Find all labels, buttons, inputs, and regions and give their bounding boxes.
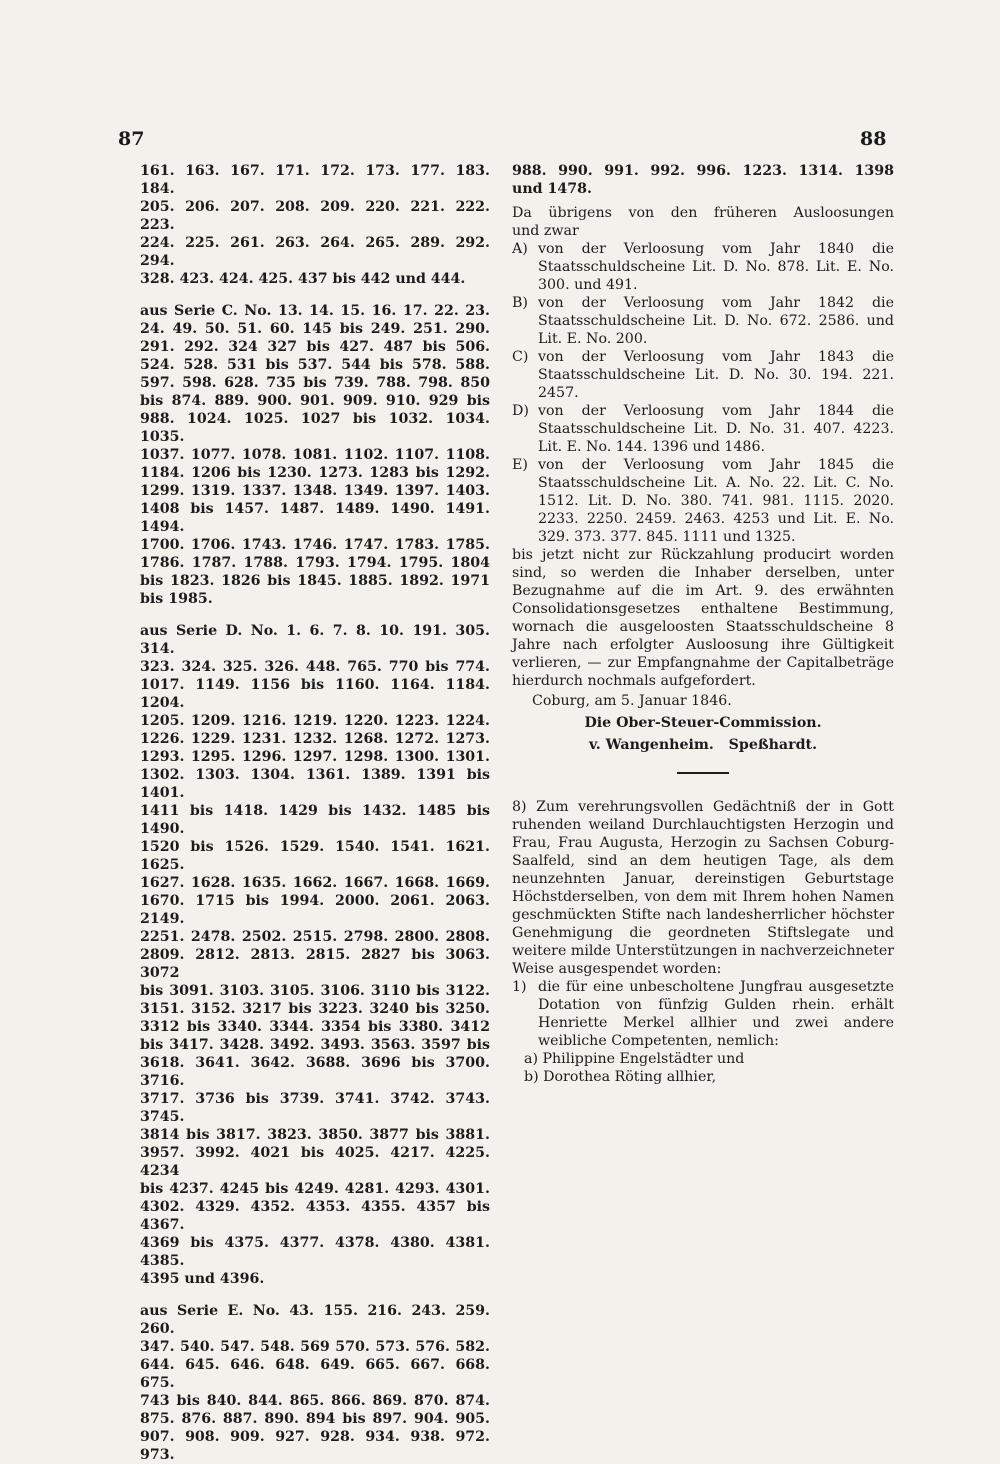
number-line: bis 874. 889. 900. 901. 909. 910. 929 bis: [140, 393, 490, 409]
number-line: 205. 206. 207. 208. 209. 220. 221. 222. 223.: [140, 199, 490, 233]
list-text: die für eine unbescholtene Jungfrau ausgesetzte Dotation von fünfzig Gulden rhein. erhält Henriette Merkel allhier und zwei andere weibliche Competenten, nemlich:: [538, 979, 894, 1049]
number-line: 1520 bis 1526. 1529. 1540. 1541. 1621. 1625.: [140, 839, 490, 873]
lottery-item-d: [512, 402, 894, 456]
page-number-right: 88: [860, 128, 887, 150]
number-line: 1786. 1787. 1788. 1793. 1794. 1795. 1804: [140, 555, 490, 571]
number-line: 3957. 3992. 4021 bis 4025. 4217. 4225. 4234: [140, 1145, 490, 1179]
lottery-list: [512, 240, 894, 546]
lottery-item-a: [512, 240, 894, 294]
number-line: 347. 540. 547. 548. 569 570. 573. 576. 582.: [140, 1339, 490, 1355]
section-8-paragraph: 8) Zum verehrungsvollen Gedächtniß der in Gott ruhenden weiland Durchlauchtigsten Herzogin und Frau, Frau Augusta, Herzogin zu Sachsen Coburg-Saalfeld, sind an dem heutigen Tage, als dem neunzehnten Januar, dereinstigen Geburtstage Höchstderselben, von dem mit Ihrem hohen Namen geschmückten Stifte nach landesherrlicher höchster Genehmigung die geordneten Stiftslegate und weitere milde Unterstützungen in nachverzeichneter Weise ausgespendet worden:: [512, 799, 895, 977]
number-line: 3618. 3641. 3642. 3688. 3696 bis 3700. 3716.: [140, 1055, 490, 1089]
sub-item: b) Dorothea Röting allhier,: [524, 1069, 717, 1085]
number-line: 1184. 1206 bis 1230. 1273. 1283 bis 1292.: [140, 465, 490, 481]
number-line: aus Serie E. No. 43. 155. 216. 243. 259. 260.: [140, 1303, 490, 1337]
number-line: 1299. 1319. 1337. 1348. 1349. 1397. 1403.: [140, 483, 490, 499]
number-line: 24. 49. 50. 51. 60. 145 bis 249. 251. 290.: [140, 321, 490, 337]
number-line: 1017. 1149. 1156 bis 1160. 1164. 1184. 1204.: [140, 677, 490, 711]
number-line: bis 3417. 3428. 3492. 3493. 3563. 3597 bis: [140, 1037, 490, 1053]
number-line: 3312 bis 3340. 3344. 3354 bis 3380. 3412: [140, 1019, 490, 1035]
serie-d-block: [140, 622, 490, 1288]
number-line: 1670. 1715 bis 1994. 2000. 2061. 2063. 2149.: [140, 893, 490, 927]
list-marker: A): [512, 241, 528, 257]
list-text: von der Verloosung vom Jahr 1840 die Staatsschuldscheine Lit. D. No. 878. Lit. E. No. 300. und 491.: [538, 241, 894, 293]
number-line: 3814 bis 3817. 3823. 3850. 3877 bis 3881.: [140, 1127, 490, 1143]
notice-paragraph: bis jetzt nicht zur Rückzahlung producirt worden sind, so werden die Inhaber derselben, unter Bezugnahme auf die im Art. 9. des erwähnten Consolidationsgesetzes enthaltene Bestimmung, wornach die ausgeloosten Staatsschuldscheine 8 Jahre nach erfolgter Ausloosung ihre Gültigkeit verlieren, — zur Empfangnahme der Capitalbeträge hierdurch nochmals aufgefordert.: [512, 547, 894, 689]
right-column: [512, 162, 894, 1086]
number-line: 1226. 1229. 1231. 1232. 1268. 1272. 1273.: [140, 731, 490, 747]
number-line: 3717. 3736 bis 3739. 3741. 3742. 3743. 3745.: [140, 1091, 490, 1125]
number-line: 988. 990. 991. 992. 996. 1223. 1314. 1398: [512, 163, 894, 179]
list-marker: E): [512, 457, 528, 473]
number-line: 988. 1024. 1025. 1027 bis 1032. 1034. 1035.: [140, 411, 490, 445]
number-line: 644. 645. 646. 648. 649. 665. 667. 668. 675.: [140, 1357, 490, 1391]
date-line: Coburg, am 5. Januar 1846.: [532, 693, 732, 709]
intro-line: und zwar: [512, 223, 579, 239]
number-list-block: [140, 162, 490, 288]
number-line: 1302. 1303. 1304. 1361. 1389. 1391 bis 1401.: [140, 767, 490, 801]
number-line: bis 3091. 3103. 3105. 3106. 3110 bis 3122.: [140, 983, 490, 999]
section-divider: [677, 772, 729, 774]
lottery-item-c: [512, 348, 894, 402]
list-marker: C): [512, 349, 529, 365]
number-line: 328. 423. 424. 425. 437 bis 442 und 444.: [140, 271, 466, 287]
number-line: 323. 324. 325. 326. 448. 765. 770 bis 774.: [140, 659, 490, 675]
number-line: 3151. 3152. 3217 bis 3223. 3240 bis 3250.: [140, 1001, 490, 1017]
number-line: 2809. 2812. 2813. 2815. 2827 bis 3063. 3072: [140, 947, 490, 981]
number-line: 1293. 1295. 1296. 1297. 1298. 1300. 1301.: [140, 749, 490, 765]
number-line: und 1478.: [512, 181, 592, 197]
number-line: 161. 163. 167. 171. 172. 173. 177. 183. 184.: [140, 163, 490, 197]
list-text: von der Verloosung vom Jahr 1845 die Staatsschuldscheine Lit. A. No. 22. Lit. C. No. 1512. Lit. D. No. 380. 741. 981. 1115. 2020. 2233. 2250. 2459. 2463. 4253 und Lit. E. No. 329. 373. 377. 845. 1111 und 1325.: [538, 457, 894, 545]
list-marker: D): [512, 403, 529, 419]
number-line: 875. 876. 887. 890. 894 bis 897. 904. 905.: [140, 1411, 490, 1427]
page-number-left: 87: [118, 128, 145, 150]
number-line: aus Serie D. No. 1. 6. 7. 8. 10. 191. 305. 314.: [140, 623, 490, 657]
number-line: 597. 598. 628. 735 bis 739. 788. 798. 850: [140, 375, 490, 391]
number-line: 4395 und 4396.: [140, 1271, 265, 1287]
number-line: bis 1823. 1826 bis 1845. 1885. 1892. 1971: [140, 573, 490, 589]
authority-line: Die Ober-Steuer-Commission.: [584, 715, 822, 731]
number-line: 1411 bis 1418. 1429 bis 1432. 1485 bis 1490.: [140, 803, 490, 837]
lottery-item-b: [512, 294, 894, 348]
signature-line: v. Wangenheim. Speßhardt.: [588, 737, 818, 753]
number-line: bis 1985.: [140, 591, 213, 607]
serie-c-block: [140, 302, 490, 608]
left-column: [140, 162, 490, 1464]
lottery-item-e: [512, 456, 894, 546]
number-line: 1205. 1209. 1216. 1219. 1220. 1223. 1224.: [140, 713, 490, 729]
number-line: 524. 528. 531 bis 537. 544 bis 578. 588.: [140, 357, 490, 373]
number-line: aus Serie C. No. 13. 14. 15. 16. 17. 22. 23.: [140, 303, 490, 319]
list-text: von der Verloosung vom Jahr 1842 die Staatsschuldscheine Lit. D. No. 672. 2586. und Lit. E. No. 200.: [538, 295, 894, 347]
endowment-item-1: [512, 978, 894, 1050]
number-line: 2251. 2478. 2502. 2515. 2798. 2800. 2808.: [140, 929, 490, 945]
number-line: 1408 bis 1457. 1487. 1489. 1490. 1491. 1494.: [140, 501, 490, 535]
list-marker: 1): [512, 979, 527, 995]
intro-line: Da übrigens von den früheren Ausloosungen: [512, 205, 894, 221]
sub-item: a) Philippine Engelstädter und: [524, 1051, 745, 1067]
list-text: von der Verloosung vom Jahr 1843 die Staatsschuldscheine Lit. D. No. 30. 194. 221. 2457.: [538, 349, 894, 401]
number-line: 1627. 1628. 1635. 1662. 1667. 1668. 1669.: [140, 875, 490, 891]
list-text: von der Verloosung vom Jahr 1844 die Staatsschuldscheine Lit. D. No. 31. 407. 4223. Lit. E. No. 144. 1396 und 1486.: [538, 403, 894, 455]
number-line: 4369 bis 4375. 4377. 4378. 4380. 4381. 4385.: [140, 1235, 490, 1269]
number-line: 1700. 1706. 1743. 1746. 1747. 1783. 1785.: [140, 537, 490, 553]
number-line: 224. 225. 261. 263. 264. 265. 289. 292. 294.: [140, 235, 490, 269]
number-line: 907. 908. 909. 927. 928. 934. 938. 972. 973.: [140, 1429, 490, 1463]
number-line: bis 4237. 4245 bis 4249. 4281. 4293. 4301.: [140, 1181, 490, 1197]
number-line: 743 bis 840. 844. 865. 866. 869. 870. 874.: [140, 1393, 490, 1409]
number-line: 4302. 4329. 4352. 4353. 4355. 4357 bis 4367.: [140, 1199, 490, 1233]
number-line: 291. 292. 324 327 bis 427. 487 bis 506.: [140, 339, 490, 355]
number-line: 1037. 1077. 1078. 1081. 1102. 1107. 1108.: [140, 447, 490, 463]
list-marker: B): [512, 295, 528, 311]
serie-e-block: [140, 1302, 490, 1464]
